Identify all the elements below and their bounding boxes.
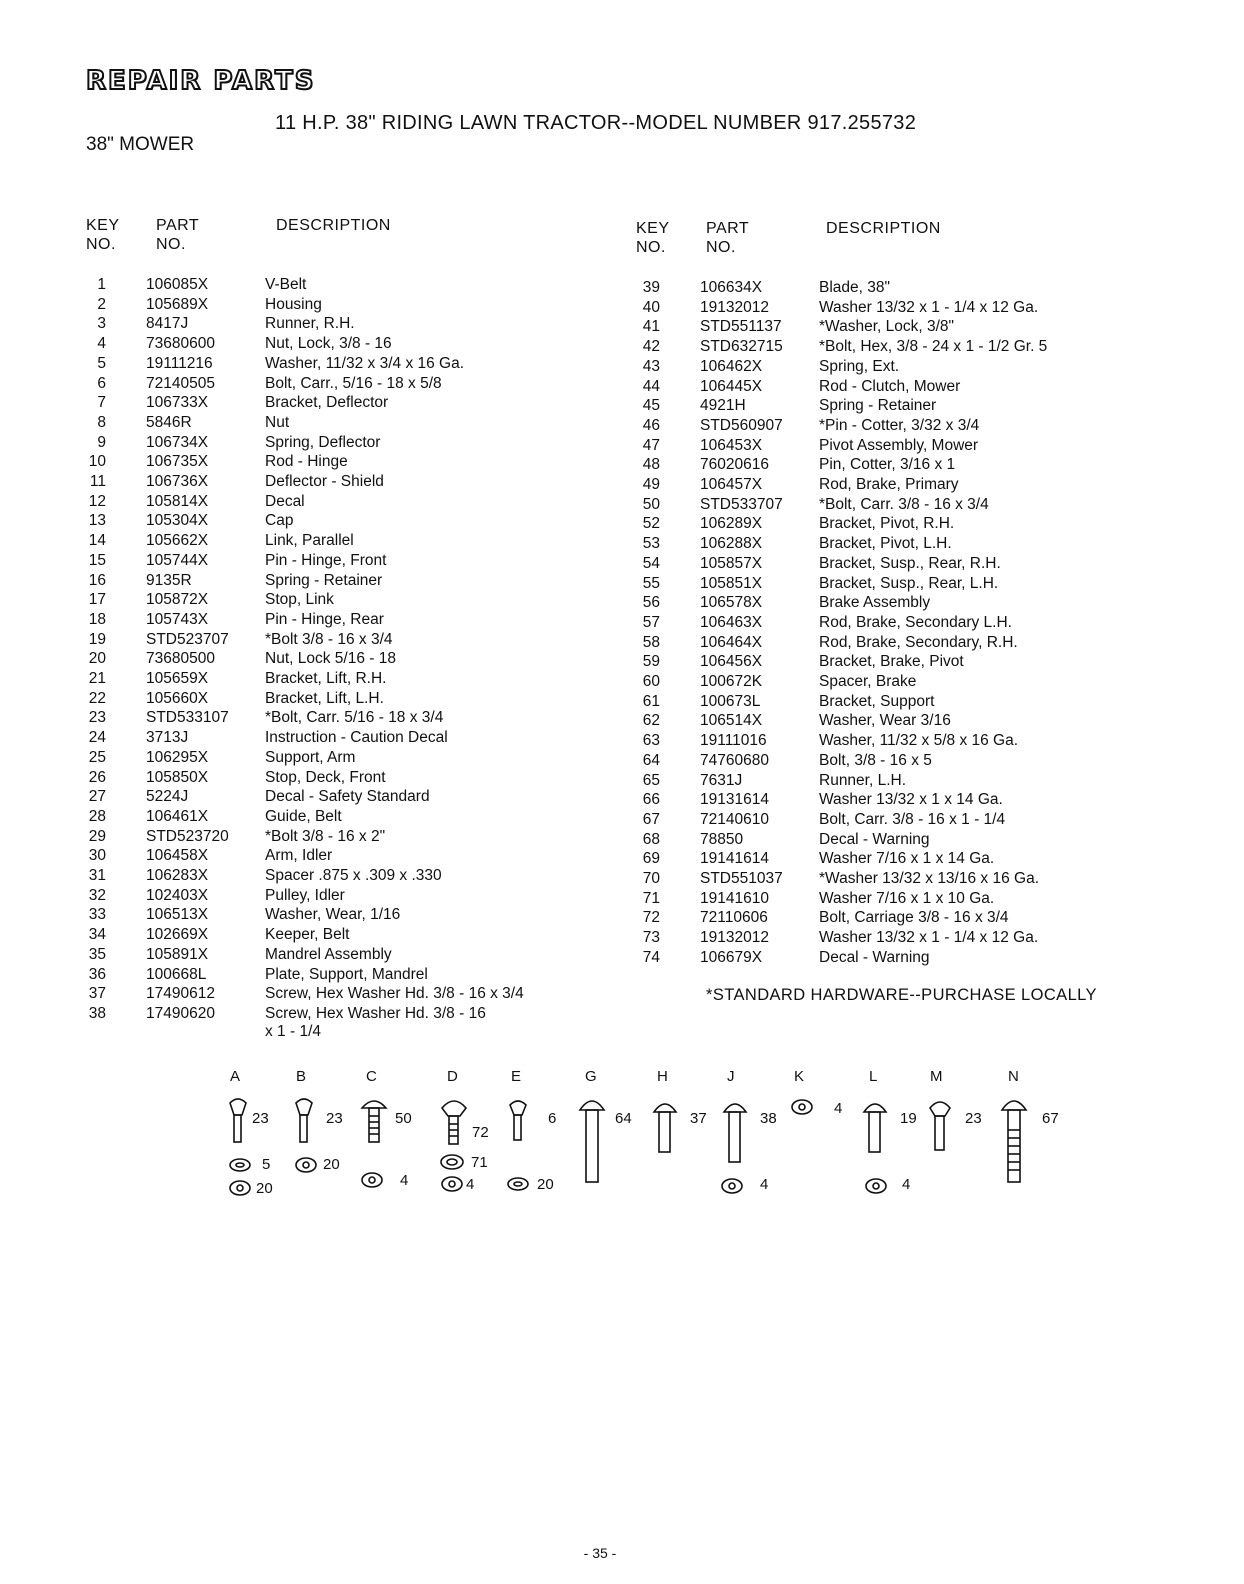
key-no: 44 xyxy=(642,377,660,395)
part-description: Pulley, Idler xyxy=(265,886,345,904)
part-no: 19132012 xyxy=(700,929,769,947)
part-no: 106463X xyxy=(700,613,763,631)
part-no: 106733X xyxy=(146,394,209,412)
key-no: 30 xyxy=(88,847,106,865)
part-description: Instruction - Caution Decal xyxy=(265,729,448,747)
part-no: 105689X xyxy=(146,295,209,313)
part-no: 73680500 xyxy=(146,650,215,668)
hardware-letter: K xyxy=(794,1068,805,1085)
hardware-key-number: 19 xyxy=(900,1110,917,1127)
part-no: 17490612 xyxy=(146,985,215,1003)
hardware-letter: G xyxy=(585,1068,597,1085)
part-description: Stop, Deck, Front xyxy=(265,768,386,786)
key-no: 64 xyxy=(642,751,660,769)
key-no-label: KEY NO. xyxy=(86,217,120,253)
hardware-letter: C xyxy=(366,1068,377,1085)
hardware-key-number: 50 xyxy=(395,1110,412,1127)
part-no: 7631J xyxy=(700,771,743,789)
hardware-key-number: 23 xyxy=(252,1110,269,1127)
part-description: Pin, Cotter, 3/16 x 1 xyxy=(819,456,956,474)
part-description: Rod, Brake, Primary xyxy=(819,476,959,493)
part-no: STD533107 xyxy=(146,709,229,727)
part-no: 106634X xyxy=(700,279,763,296)
part-description: Washer, 11/32 x 5/8 x 16 Ga. xyxy=(819,732,1019,750)
part-no: 106085X xyxy=(146,276,209,293)
part-description: Washer 7/16 x 1 x 14 Ga. xyxy=(819,850,995,868)
key-no: 73 xyxy=(642,929,660,947)
key-no: 54 xyxy=(642,554,660,572)
part-no: 106458X xyxy=(146,847,209,865)
key-no: 45 xyxy=(642,397,660,415)
hardware-key-number: 6 xyxy=(548,1110,557,1127)
part-no: 19132012 xyxy=(700,298,769,316)
part-description: Nut, Lock 5/16 - 18 xyxy=(265,650,396,668)
key-no: 42 xyxy=(642,338,660,356)
nut-icon xyxy=(866,1179,886,1193)
key-no: 14 xyxy=(88,532,106,550)
hardware-key-number: 4 xyxy=(834,1100,843,1117)
key-no: 74 xyxy=(642,948,660,966)
part-no: 102669X xyxy=(146,926,209,944)
key-no: 33 xyxy=(88,906,106,924)
part-no: STD560907 xyxy=(700,416,783,434)
key-no: 16 xyxy=(88,571,106,589)
key-no: 37 xyxy=(88,985,106,1003)
key-no: 58 xyxy=(642,633,660,651)
key-no: 63 xyxy=(642,732,660,750)
hardware-key-number: 38 xyxy=(760,1110,777,1127)
hardware-key-number: 4 xyxy=(466,1176,475,1193)
part-no: STD533707 xyxy=(700,495,783,513)
key-no: 35 xyxy=(88,945,106,963)
part-no: 106461X xyxy=(146,807,209,825)
part-no: 19131614 xyxy=(700,791,769,809)
key-no: 24 xyxy=(88,729,106,747)
part-description: Mandrel Assembly xyxy=(265,945,392,963)
key-no: 34 xyxy=(88,926,106,944)
part-description: Nut xyxy=(265,413,290,431)
key-no: 12 xyxy=(88,492,106,510)
part-no: 106679X xyxy=(700,948,763,966)
part-description: Bracket, Susp., Rear, L.H. xyxy=(819,574,999,592)
nut-icon xyxy=(722,1179,742,1193)
key-no: 9 xyxy=(97,433,106,451)
part-description: Bracket, Brake, Pivot xyxy=(819,653,964,671)
part-description: Housing xyxy=(265,295,322,313)
part-description: Washer 13/32 x 1 - 1/4 x 12 Ga. xyxy=(819,298,1039,316)
part-description: Stop, Link xyxy=(265,591,334,609)
part-description: Pivot Assembly, Mower xyxy=(819,436,979,454)
part-no: 9135R xyxy=(146,571,192,589)
hardware-letter: E xyxy=(511,1068,522,1085)
standard-hardware-note: *STANDARD HARDWARE--PURCHASE LOCALLY xyxy=(706,986,1097,1004)
part-description: *Bolt 3/8 - 16 x 3/4 xyxy=(265,630,393,648)
key-no: 4 xyxy=(97,335,106,353)
part-no: 105850X xyxy=(146,768,209,786)
hardware-letter: N xyxy=(1008,1068,1019,1085)
part-description: Deflector - Shield xyxy=(265,473,384,490)
part-description: Bracket, Lift, L.H. xyxy=(265,689,384,707)
bolt-c-icon xyxy=(362,1101,386,1142)
key-no: 15 xyxy=(88,551,106,569)
part-description: Decal - Warning xyxy=(819,948,930,966)
key-no: 10 xyxy=(88,453,106,471)
bolt-m-icon xyxy=(930,1102,950,1150)
hardware-key-number: 72 xyxy=(472,1124,489,1141)
hardware-letter: A xyxy=(230,1068,241,1085)
part-no: 106736X xyxy=(146,473,209,490)
part-description: Bracket, Deflector xyxy=(265,394,389,412)
part-description: Decal - Warning xyxy=(819,830,930,848)
key-no: 25 xyxy=(88,748,106,766)
part-no: 102403X xyxy=(146,886,209,904)
key-no: 55 xyxy=(642,574,660,592)
hardware-key-number: 71 xyxy=(471,1154,488,1171)
key-no: 21 xyxy=(88,670,106,687)
part-no: 3713J xyxy=(146,729,189,747)
part-description: Bracket, Pivot, R.H. xyxy=(819,515,955,533)
nut-icon xyxy=(362,1173,382,1187)
part-no: 105743X xyxy=(146,610,209,628)
part-description: Keeper, Belt xyxy=(265,926,350,944)
part-description: Washer 13/32 x 1 x 14 Ga. xyxy=(819,791,1003,809)
key-no: 29 xyxy=(88,827,106,845)
part-description: Link, Parallel xyxy=(265,532,354,550)
part-description: Spring - Retainer xyxy=(819,397,937,415)
part-no-label: PART NO. xyxy=(706,220,749,256)
repair-parts-title: REPAIR PARTS xyxy=(86,66,316,96)
key-no: 38 xyxy=(88,1004,106,1022)
hardware-letter: B xyxy=(296,1068,307,1085)
part-description: Pin - Hinge, Front xyxy=(265,551,387,569)
nut-icon xyxy=(442,1177,462,1191)
hardware-key-number: 20 xyxy=(323,1156,340,1173)
part-no: 106295X xyxy=(146,748,209,766)
part-description-continued: x 1 - 1/4 xyxy=(265,1022,321,1040)
key-no: 1 xyxy=(97,276,106,293)
part-no: 106578X xyxy=(700,594,763,612)
part-no: 4921H xyxy=(700,397,746,415)
key-no: 22 xyxy=(88,689,106,707)
washer-icon xyxy=(441,1155,463,1169)
part-description: *Bolt 3/8 - 16 x 2" xyxy=(265,827,386,845)
part-no: 5846R xyxy=(146,413,192,431)
hardware-key-number: 23 xyxy=(965,1110,982,1127)
right-desc-header: DESCRIPTION xyxy=(826,220,941,237)
part-description: Spring, Deflector xyxy=(265,433,381,451)
key-no: 39 xyxy=(642,279,660,296)
part-description: Bolt, 3/8 - 16 x 5 xyxy=(819,751,932,769)
hardware-key-number: 67 xyxy=(1042,1110,1059,1127)
part-no: 106457X xyxy=(700,476,763,493)
part-description: Screw, Hex Washer Hd. 3/8 - 16 xyxy=(265,1004,486,1022)
hardware-letter: J xyxy=(727,1068,735,1085)
part-description: Spring - Retainer xyxy=(265,571,383,589)
part-description: Bracket, Support xyxy=(819,692,935,710)
part-description: Plate, Support, Mandrel xyxy=(265,965,428,983)
part-no: 73680600 xyxy=(146,335,215,353)
hardware-key-number: 23 xyxy=(326,1110,343,1127)
part-no: 105814X xyxy=(146,492,209,510)
hardware-key-number: 4 xyxy=(760,1176,769,1193)
part-no: 105872X xyxy=(146,591,209,609)
key-no: 5 xyxy=(97,354,106,372)
key-no: 40 xyxy=(642,298,660,316)
key-no: 19 xyxy=(88,630,106,648)
key-no: 67 xyxy=(642,810,660,828)
nut-icon xyxy=(296,1158,316,1172)
part-description: Guide, Belt xyxy=(265,807,342,825)
key-no: 62 xyxy=(642,712,660,730)
part-no: 74760680 xyxy=(700,751,769,769)
hardware-key-number: 20 xyxy=(537,1176,554,1193)
part-no: 72140505 xyxy=(146,374,215,392)
part-no: 106513X xyxy=(146,906,209,924)
part-description: *Washer 13/32 x 13/16 x 16 Ga. xyxy=(819,870,1039,887)
part-no: STD523707 xyxy=(146,630,229,648)
part-no: 19111016 xyxy=(700,732,767,750)
key-no: 47 xyxy=(642,436,660,454)
key-no: 32 xyxy=(88,886,106,904)
part-no: 100668L xyxy=(146,965,207,983)
part-description: Nut, Lock, 3/8 - 16 xyxy=(265,335,392,353)
part-description: Decal - Safety Standard xyxy=(265,788,430,806)
key-no: 69 xyxy=(642,850,660,868)
part-description: *Bolt, Carr. 3/8 - 16 x 3/4 xyxy=(819,495,989,513)
part-no: 17490620 xyxy=(146,1004,215,1022)
part-description: Spacer, Brake xyxy=(819,673,917,690)
key-no: 8 xyxy=(97,413,106,431)
bolt-g-icon xyxy=(580,1101,604,1182)
part-description: Pin - Hinge, Rear xyxy=(265,610,384,628)
part-description: *Washer, Lock, 3/8" xyxy=(819,318,955,336)
key-no: 65 xyxy=(642,771,660,789)
page-number: - 35 - xyxy=(583,1545,617,1561)
part-description: Spacer .875 x .309 x .330 xyxy=(265,867,442,884)
part-description: Screw, Hex Washer Hd. 3/8 - 16 x 3/4 xyxy=(265,985,524,1003)
key-no: 43 xyxy=(642,357,660,375)
key-no: 3 xyxy=(97,315,106,333)
part-description: Bolt, Carr., 5/16 - 18 x 5/8 xyxy=(265,374,442,392)
part-description: Washer 13/32 x 1 - 1/4 x 12 Ga. xyxy=(819,929,1039,947)
part-description: *Pin - Cotter, 3/32 x 3/4 xyxy=(819,416,980,434)
hardware-key-number: 5 xyxy=(262,1156,271,1173)
key-no: 59 xyxy=(642,653,660,671)
part-description: Spring, Ext. xyxy=(819,357,900,375)
key-no: 72 xyxy=(642,909,660,927)
part-description: Bracket, Lift, R.H. xyxy=(265,670,387,687)
hardware-key-number: 37 xyxy=(690,1110,707,1127)
part-description: *Bolt, Hex, 3/8 - 24 x 1 - 1/2 Gr. 5 xyxy=(819,338,1048,356)
key-no: 41 xyxy=(642,318,660,336)
part-description: Bolt, Carriage 3/8 - 16 x 3/4 xyxy=(819,909,1009,927)
part-no: 76020616 xyxy=(700,456,769,474)
washer-icon xyxy=(508,1178,528,1190)
part-no: 106445X xyxy=(700,377,763,395)
hardware-letter: L xyxy=(869,1068,878,1085)
part-no: STD632715 xyxy=(700,338,783,356)
hardware-key-number: 20 xyxy=(256,1180,273,1197)
part-no: 106288X xyxy=(700,535,763,553)
hardware-letter: M xyxy=(930,1068,943,1085)
key-no: 49 xyxy=(642,476,660,493)
part-description: V-Belt xyxy=(265,276,307,293)
part-no: 105891X xyxy=(146,945,209,963)
part-description: Arm, Idler xyxy=(265,847,333,865)
part-no: 100673L xyxy=(700,692,761,710)
part-description: Runner, R.H. xyxy=(265,315,355,333)
key-no: 31 xyxy=(88,867,106,884)
key-no: 28 xyxy=(88,807,106,825)
key-no: 56 xyxy=(642,594,660,612)
nut-icon xyxy=(230,1181,250,1195)
part-no: 105304X xyxy=(146,512,209,530)
key-no-label: KEY NO. xyxy=(636,220,670,256)
key-no: 2 xyxy=(97,295,106,313)
part-description: Rod, Brake, Secondary L.H. xyxy=(819,613,1012,631)
key-no: 7 xyxy=(97,394,106,412)
bolt-b-icon xyxy=(296,1099,312,1142)
key-no: 13 xyxy=(88,512,106,530)
key-no: 26 xyxy=(88,768,106,786)
part-description: Blade, 38" xyxy=(819,279,890,296)
key-no: 60 xyxy=(642,673,660,690)
part-no: 72110606 xyxy=(700,909,768,927)
part-no: 106456X xyxy=(700,653,763,671)
key-no: 18 xyxy=(88,610,106,628)
washer-icon xyxy=(230,1159,250,1171)
part-description: Runner, L.H. xyxy=(819,771,907,789)
part-description: Brake Assembly xyxy=(819,594,931,612)
part-no: 78850 xyxy=(700,830,744,848)
part-no: 19141614 xyxy=(700,850,769,868)
part-no: 106514X xyxy=(700,712,763,730)
part-no: 100672K xyxy=(700,673,763,690)
left-desc-header: DESCRIPTION xyxy=(276,217,391,234)
part-no: 105660X xyxy=(146,689,209,707)
model-title: 11 H.P. 38" RIDING LAWN TRACTOR--MODEL NUMBER 917.255732 xyxy=(275,112,917,134)
bolt-l-icon xyxy=(864,1104,886,1152)
part-no: 19111216 xyxy=(146,354,213,372)
key-no: 68 xyxy=(642,830,660,848)
part-description: Rod - Clutch, Mower xyxy=(819,377,961,395)
key-no: 27 xyxy=(88,788,106,806)
key-no: 36 xyxy=(88,965,106,983)
part-no: 19141610 xyxy=(700,889,769,907)
key-no: 48 xyxy=(642,456,660,474)
part-no-label: PART NO. xyxy=(156,217,199,253)
part-description: Rod - Hinge xyxy=(265,453,348,471)
part-no: STD523720 xyxy=(146,827,229,845)
part-description: Cap xyxy=(265,512,294,530)
hardware-letter: D xyxy=(447,1068,458,1085)
key-no: 46 xyxy=(642,416,660,434)
nut-k-icon xyxy=(792,1100,812,1114)
part-no: 105744X xyxy=(146,551,209,569)
key-no: 53 xyxy=(642,535,660,553)
part-description: Bracket, Pivot, L.H. xyxy=(819,535,952,553)
key-no: 70 xyxy=(642,870,660,887)
part-no: 106289X xyxy=(700,515,763,533)
part-description: Decal xyxy=(265,492,305,510)
bolt-d-icon xyxy=(442,1101,466,1144)
bolt-j-icon xyxy=(724,1104,746,1162)
part-no: STD551037 xyxy=(700,870,783,887)
key-no: 20 xyxy=(88,650,106,668)
key-no: 52 xyxy=(642,515,660,533)
section-title: 38" MOWER xyxy=(86,134,195,155)
part-no: 105662X xyxy=(146,532,209,550)
part-no: 106453X xyxy=(700,436,763,454)
part-no: 8417J xyxy=(146,315,189,333)
bolt-a-icon xyxy=(230,1099,246,1142)
part-description: Bracket, Susp., Rear, R.H. xyxy=(819,554,1001,572)
part-no: 72140610 xyxy=(700,810,769,828)
hardware-key-number: 4 xyxy=(902,1176,911,1193)
part-description: Washer, 11/32 x 3/4 x 16 Ga. xyxy=(265,354,465,372)
part-description: Washer, Wear 3/16 xyxy=(819,712,951,730)
part-no: 106464X xyxy=(700,633,763,651)
hardware-letter: H xyxy=(657,1068,668,1085)
key-no: 61 xyxy=(642,692,660,710)
bolt-n-icon xyxy=(1002,1101,1026,1182)
part-no: 105851X xyxy=(700,574,763,592)
part-no: 106734X xyxy=(146,433,209,451)
part-description: Washer, Wear, 1/16 xyxy=(265,906,401,924)
part-no: 5224J xyxy=(146,788,189,806)
part-description: Washer 7/16 x 1 x 10 Ga. xyxy=(819,889,995,907)
key-no: 71 xyxy=(642,889,660,907)
key-no: 66 xyxy=(642,791,660,809)
part-description: *Bolt, Carr. 5/16 - 18 x 3/4 xyxy=(265,709,444,727)
key-no: 6 xyxy=(97,374,106,392)
key-no: 23 xyxy=(88,709,106,727)
bolt-e-icon xyxy=(510,1101,526,1140)
part-description: Support, Arm xyxy=(265,748,356,766)
bolt-h-icon xyxy=(654,1104,676,1152)
key-no: 11 xyxy=(89,473,106,490)
part-description: Rod, Brake, Secondary, R.H. xyxy=(819,633,1018,651)
hardware-key-number: 4 xyxy=(400,1172,409,1189)
hardware-key-number: 64 xyxy=(615,1110,632,1127)
part-no: 105857X xyxy=(700,554,763,572)
part-no: 106735X xyxy=(146,453,209,471)
key-no: 17 xyxy=(88,591,106,609)
part-description: Bolt, Carr. 3/8 - 16 x 1 - 1/4 xyxy=(819,810,1006,828)
key-no: 57 xyxy=(642,613,660,631)
key-no: 50 xyxy=(642,495,660,513)
part-no: STD551137 xyxy=(700,318,782,336)
part-no: 106462X xyxy=(700,357,763,375)
part-no: 106283X xyxy=(146,867,209,884)
part-no: 105659X xyxy=(146,670,209,687)
